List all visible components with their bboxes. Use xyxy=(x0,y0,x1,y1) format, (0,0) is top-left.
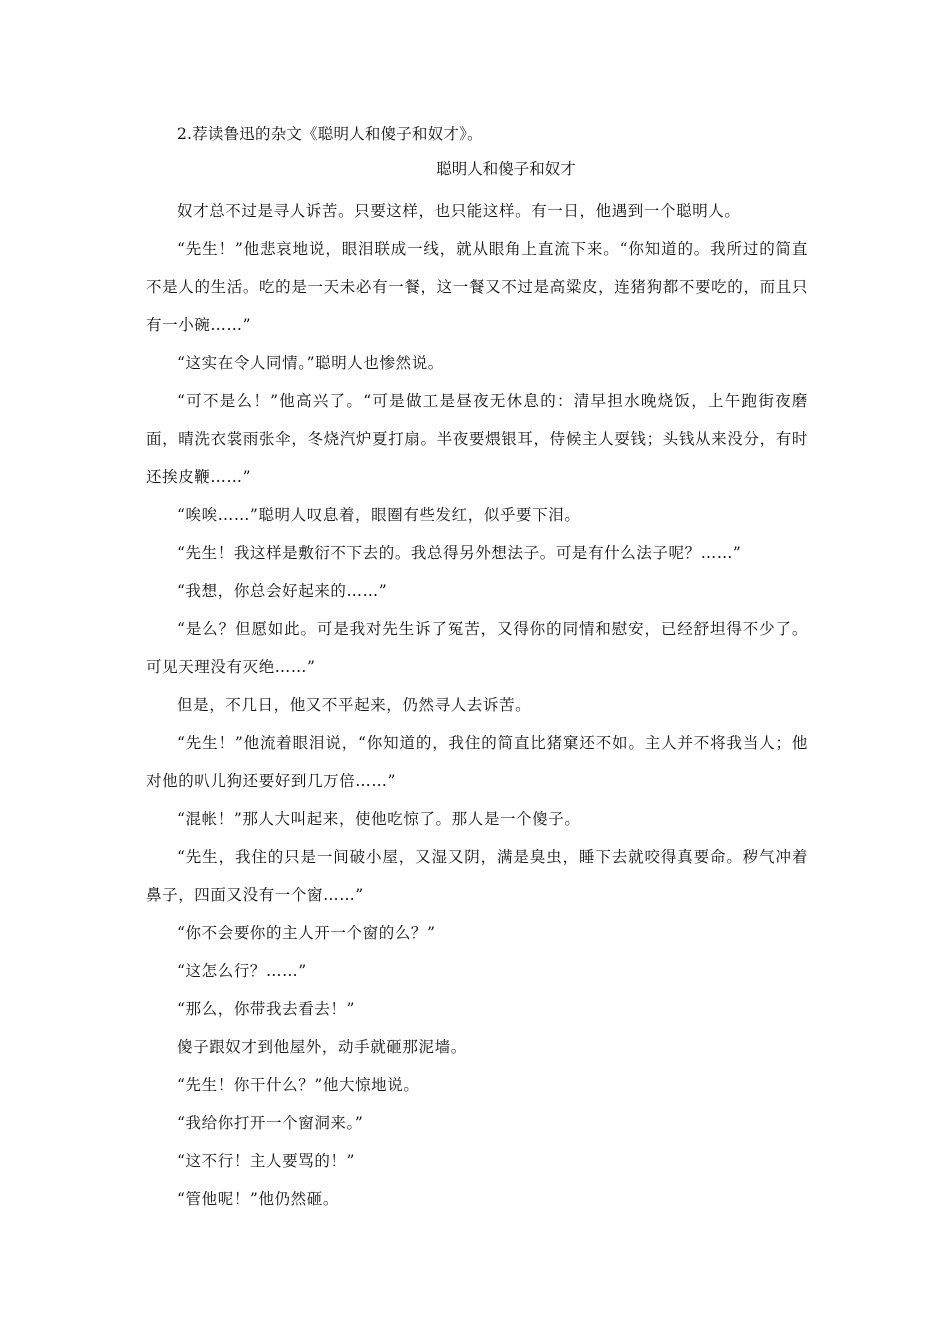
paragraph: “是么？但愿如此。可是我对先生诉了冤苦，又得你的同情和慰安，已经舒坦得不少了。可见天理没有灭绝……” xyxy=(146,620,808,676)
paragraph: “先生！”他流着眼泪说，“你知道的，我住的简直比猪窠还不如。主人并不将我当人；他对他的叭儿狗还要好到几万倍……” xyxy=(146,734,808,790)
document-body xyxy=(146,122,808,1218)
paragraph: 奴才总不过是寻人诉苦。只要这样，也只能这样。有一日，他遇到一个聪明人。 xyxy=(177,202,741,220)
paragraph: “唉唉……”聪明人叹息着，眼圈有些发红，似乎要下泪。 xyxy=(177,506,581,524)
intro-line: 2.荐读鲁迅的杂文《聪明人和傻子和奴才》。 xyxy=(177,125,483,143)
paragraph: “混帐！”那人大叫起来，使他吃惊了。那人是一个傻子。 xyxy=(177,810,581,828)
paragraph: “这怎么行？……” xyxy=(177,962,307,980)
essay-title: 聪明人和傻子和奴才 xyxy=(436,160,576,178)
paragraph: “这实在令人同情。”聪明人也惨然说。 xyxy=(177,354,444,372)
paragraph: 傻子跟奴才到他屋外，动手就砸那泥墙。 xyxy=(177,1038,467,1056)
paragraph: “你不会要你的主人开一个窗的么？” xyxy=(177,924,436,942)
paragraph: “我想，你总会好起来的……” xyxy=(177,582,388,600)
paragraph: “管他呢！”他仍然砸。 xyxy=(177,1190,339,1208)
paragraph: “这不行！主人要骂的！” xyxy=(177,1152,356,1170)
paragraph: “先生，我住的只是一间破小屋，又湿又阴，满是臭虫，睡下去就咬得真要命。秽气冲着鼻子，四面又没有一个窗……” xyxy=(146,848,808,904)
paragraph: “先生！我这样是敷衍不下去的。我总得另外想法子。可是有什么法子呢？……” xyxy=(177,544,742,562)
paragraph: “先生！你干什么？”他大惊地说。 xyxy=(177,1076,420,1094)
paragraph: “那么，你带我去看去！” xyxy=(177,1000,356,1018)
essay-paragraphs xyxy=(146,192,808,1218)
paragraph: “可不是么！”他高兴了。“可是做工是昼夜无休息的：清早担水晚烧饭，上午跑街夜磨面，晴洗衣裳雨张伞，冬烧汽炉夏打扇。半夜要煨银耳，侍候主人耍钱；头钱从来没分，有时还挨皮鞭……” xyxy=(146,392,808,486)
paragraph: “我给你打开一个窗洞来。” xyxy=(177,1114,364,1132)
paragraph: 但是，不几日，他又不平起来，仍然寻人去诉苦。 xyxy=(177,696,532,714)
paragraph: “先生！”他悲哀地说，眼泪联成一线，就从眼角上直流下来。“你知道的。我所过的简直不是人的生活。吃的是一天未必有一餐，这一餐又不过是高粱皮，连猪狗都不要吃的，而且只有一小碗……” xyxy=(146,240,808,334)
